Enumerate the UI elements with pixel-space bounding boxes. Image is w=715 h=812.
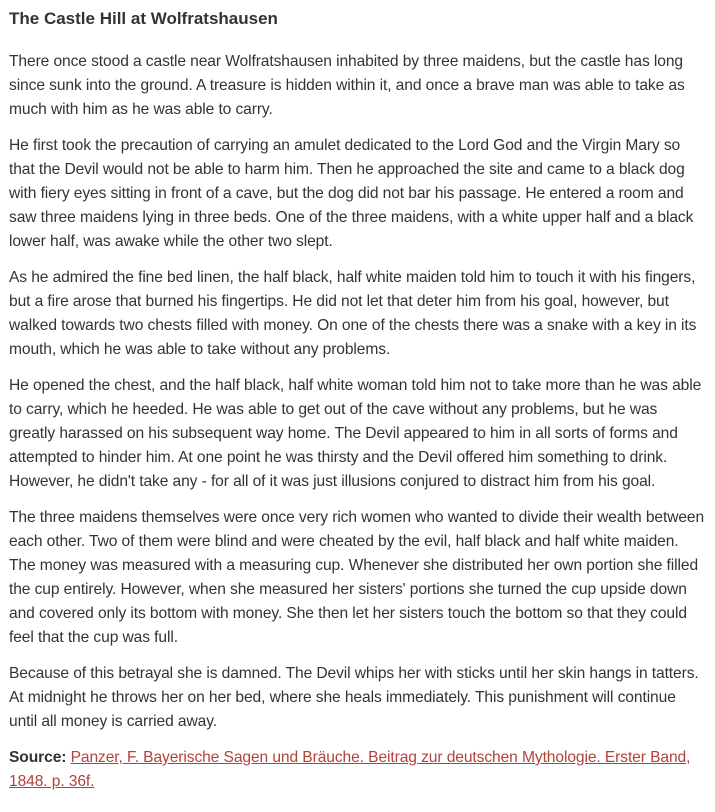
article-paragraph-6: Because of this betrayal she is damned. The Devil whips her with sticks until her skin hangs in tatters. At midnight he throws her on her bed, where she heals immediately. This punishment will continue until all money is carried away.	[9, 665, 699, 730]
article-paragraph-1: There once stood a castle near Wolfratshausen inhabited by three maidens, but the castle has long since sunk into the ground. A treasure is hidden within it, and once a brave man was able to take as much with him as he was able to carry.	[9, 53, 685, 118]
article-paragraph-2: He first took the precaution of carrying an amulet dedicated to the Lord God and the Virgin Mary so that the Devil would not be able to harm him. Then he approached the site and came to a black dog with fiery eyes sitting in front of a cave, but the dog did not bar his passage. He entered a room and saw three maidens lying in three beds. One of the three maidens, with a white upper half and a black lower half, was awake while the other two slept.	[9, 137, 694, 250]
article-title: The Castle Hill at Wolfratshausen	[9, 9, 278, 28]
article-paragraph-4: He opened the chest, and the half black, half white woman told him not to take more than he was able to carry, which he heeded. He was able to get out of the cave without any problems, but he was greatly harassed on his subsequent way home. The Devil appeared to him in all sorts of forms and attempted to hinder him. At one point he was thirsty and the Devil offered him something to drink. However, he didn't take any - for all of it was just illusions conjured to distract him from his goal.	[9, 377, 702, 490]
source-label: Source:	[9, 749, 67, 766]
article-paragraph-5: The three maidens themselves were once very rich women who wanted to divide their wealth between each other. Two of them were blind and were cheated by the evil, half black and half white maiden. The money was measured with a measuring cup. Whenever she distributed her own portion she filled the cup entirely. However, when she measured her sisters' portions she turned the cup upside down and covered only its bottom with money. She then let her sisters touch the bottom so that they could feel that the cup was full.	[9, 509, 705, 646]
source-citation	[9, 746, 707, 794]
source-link[interactable]: Panzer, F. Bayerische Sagen und Bräuche. Beitrag zur deutschen Mythologie. Erster Band, 1848. p. 36f.	[9, 749, 691, 790]
article-paragraph-3: As he admired the fine bed linen, the half black, half white maiden told him to touch it with his fingers, but a fire arose that burned his fingertips. He did not let that deter him from his goal, however, but walked towards two chests filled with money. On one of the chests there was a snake with a key in its mouth, which he was able to take without any problems.	[9, 269, 697, 358]
